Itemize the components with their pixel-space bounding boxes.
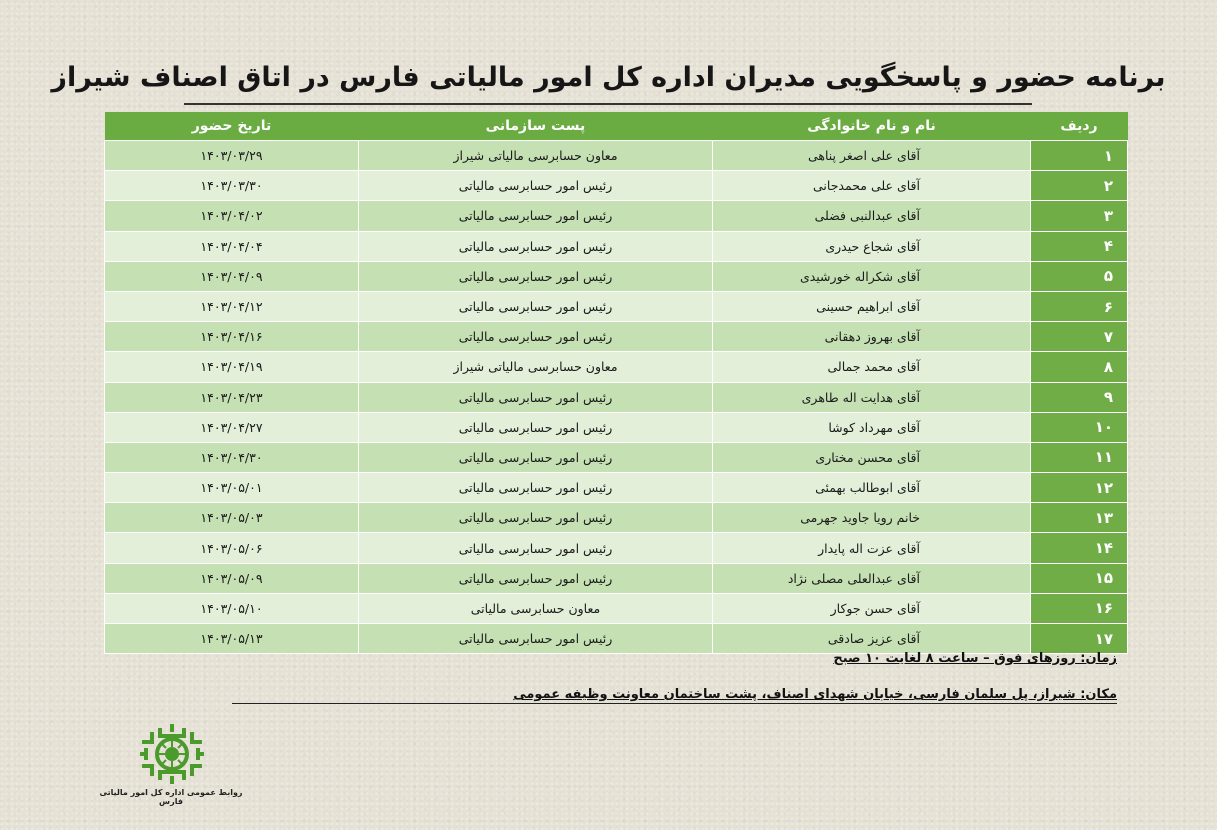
- row-number-cell: ۵: [1031, 261, 1128, 291]
- date-cell: ۱۴۰۳/۰۵/۱۰: [105, 593, 359, 623]
- schedule-table: [104, 112, 1128, 654]
- date-cell: ۱۴۰۳/۰۴/۰۴: [105, 231, 359, 261]
- row-number-cell: ۱۶: [1031, 593, 1128, 623]
- position-cell: رئیس امور حسابرسی مالیاتی: [359, 231, 713, 261]
- name-cell: آقای محمد جمالی: [713, 352, 1031, 382]
- header-date: تاریخ حضور: [105, 112, 359, 141]
- row-number-cell: ۱۱: [1031, 442, 1128, 472]
- time-info: زمان: روزهای فوق – ساعت ۸ لغایت ۱۰ صبح: [833, 651, 1117, 666]
- table-row: [105, 231, 1128, 261]
- name-cell: آقای علی محمدجانی: [713, 171, 1031, 201]
- table-row: [105, 533, 1128, 563]
- name-cell: آقای شکراله خورشیدی: [713, 261, 1031, 291]
- table-row: [105, 412, 1128, 442]
- page-title: برنامه حضور و پاسخگویی مدیران اداره کل امور مالیاتی فارس در اتاق اصناف شیراز: [51, 62, 1166, 93]
- date-cell: ۱۴۰۳/۰۴/۱۶: [105, 322, 359, 352]
- date-cell: ۱۴۰۳/۰۴/۲۳: [105, 382, 359, 412]
- name-cell: آقای عبدالنبی فضلی: [713, 201, 1031, 231]
- row-number-cell: ۱۴: [1031, 533, 1128, 563]
- header-name: نام و نام خانوادگی: [713, 112, 1031, 141]
- position-cell: رئیس امور حسابرسی مالیاتی: [359, 503, 713, 533]
- position-cell: رئیس امور حسابرسی مالیاتی: [359, 261, 713, 291]
- position-cell: رئیس امور حسابرسی مالیاتی: [359, 322, 713, 352]
- row-number-cell: ۱۷: [1031, 624, 1128, 654]
- row-number-cell: ۴: [1031, 231, 1128, 261]
- date-cell: ۱۴۰۳/۰۴/۳۰: [105, 442, 359, 472]
- name-cell: آقای محسن مختاری: [713, 442, 1031, 472]
- table-row: [105, 624, 1128, 654]
- name-cell: آقای عبدالعلی مصلی نژاد: [713, 563, 1031, 593]
- row-number-cell: ۳: [1031, 201, 1128, 231]
- row-number-cell: ۱: [1031, 141, 1128, 171]
- name-cell: آقای حسن جوکار: [713, 593, 1031, 623]
- date-cell: ۱۴۰۳/۰۵/۰۹: [105, 563, 359, 593]
- table-row: [105, 141, 1128, 171]
- title-underline: [184, 103, 1032, 105]
- place-info: مکان: شیراز، پل سلمان فارسی، خیابان شهدای اصناف، پشت ساختمان معاونت وظیفه عمومی: [513, 687, 1117, 702]
- date-cell: ۱۴۰۳/۰۳/۳۰: [105, 171, 359, 201]
- table-row: [105, 261, 1128, 291]
- name-cell: آقای مهرداد کوشا: [713, 412, 1031, 442]
- name-cell: خانم رویا جاوید جهرمی: [713, 503, 1031, 533]
- row-number-cell: ۲: [1031, 171, 1128, 201]
- position-cell: معاون حسابرسی مالیاتی شیراز: [359, 352, 713, 382]
- header-row-number: ردیف: [1031, 112, 1128, 141]
- position-cell: رئیس امور حسابرسی مالیاتی: [359, 533, 713, 563]
- table-header-row: [105, 112, 1128, 141]
- name-cell: آقای عزیز صادقی: [713, 624, 1031, 654]
- name-cell: آقای بهروز دهقانی: [713, 322, 1031, 352]
- date-cell: ۱۴۰۳/۰۵/۰۶: [105, 533, 359, 563]
- position-cell: رئیس امور حسابرسی مالیاتی: [359, 624, 713, 654]
- name-cell: آقای عزت اله پایدار: [713, 533, 1031, 563]
- row-number-cell: ۱۳: [1031, 503, 1128, 533]
- table-row: [105, 352, 1128, 382]
- date-cell: ۱۴۰۳/۰۴/۱۹: [105, 352, 359, 382]
- position-cell: رئیس امور حسابرسی مالیاتی: [359, 412, 713, 442]
- logo-caption: روابط عمومی اداره کل امور مالیاتی فارس: [99, 788, 243, 806]
- row-number-cell: ۱۵: [1031, 563, 1128, 593]
- date-cell: ۱۴۰۳/۰۵/۰۳: [105, 503, 359, 533]
- name-cell: آقای ابوطالب بهمئی: [713, 473, 1031, 503]
- place-underline: [232, 703, 1117, 704]
- tax-organization-logo-icon: [136, 720, 208, 788]
- table-row: [105, 593, 1128, 623]
- table-row: [105, 291, 1128, 321]
- row-number-cell: ۱۰: [1031, 412, 1128, 442]
- position-cell: رئیس امور حسابرسی مالیاتی: [359, 382, 713, 412]
- position-cell: رئیس امور حسابرسی مالیاتی: [359, 171, 713, 201]
- position-cell: رئیس امور حسابرسی مالیاتی: [359, 563, 713, 593]
- date-cell: ۱۴۰۳/۰۵/۰۱: [105, 473, 359, 503]
- name-cell: آقای علی اصغر پناهی: [713, 141, 1031, 171]
- date-cell: ۱۴۰۳/۰۴/۰۹: [105, 261, 359, 291]
- row-number-cell: ۶: [1031, 291, 1128, 321]
- position-cell: رئیس امور حسابرسی مالیاتی: [359, 291, 713, 321]
- date-cell: ۱۴۰۳/۰۳/۲۹: [105, 141, 359, 171]
- table-row: [105, 201, 1128, 231]
- date-cell: ۱۴۰۳/۰۵/۱۳: [105, 624, 359, 654]
- position-cell: معاون حسابرسی مالیاتی شیراز: [359, 141, 713, 171]
- row-number-cell: ۸: [1031, 352, 1128, 382]
- position-cell: رئیس امور حسابرسی مالیاتی: [359, 473, 713, 503]
- name-cell: آقای ابراهیم حسینی: [713, 291, 1031, 321]
- date-cell: ۱۴۰۳/۰۴/۲۷: [105, 412, 359, 442]
- table-row: [105, 503, 1128, 533]
- date-cell: ۱۴۰۳/۰۴/۰۲: [105, 201, 359, 231]
- name-cell: آقای شجاع حیدری: [713, 231, 1031, 261]
- date-cell: ۱۴۰۳/۰۴/۱۲: [105, 291, 359, 321]
- row-number-cell: ۷: [1031, 322, 1128, 352]
- header-position: پست سازمانی: [359, 112, 713, 141]
- position-cell: معاون حسابرسی مالیاتی: [359, 593, 713, 623]
- table-row: [105, 322, 1128, 352]
- row-number-cell: ۱۲: [1031, 473, 1128, 503]
- table-row: [105, 563, 1128, 593]
- row-number-cell: ۹: [1031, 382, 1128, 412]
- name-cell: آقای هدایت اله طاهری: [713, 382, 1031, 412]
- table-row: [105, 382, 1128, 412]
- position-cell: رئیس امور حسابرسی مالیاتی: [359, 442, 713, 472]
- table-row: [105, 442, 1128, 472]
- table-row: [105, 171, 1128, 201]
- position-cell: رئیس امور حسابرسی مالیاتی: [359, 201, 713, 231]
- table-row: [105, 473, 1128, 503]
